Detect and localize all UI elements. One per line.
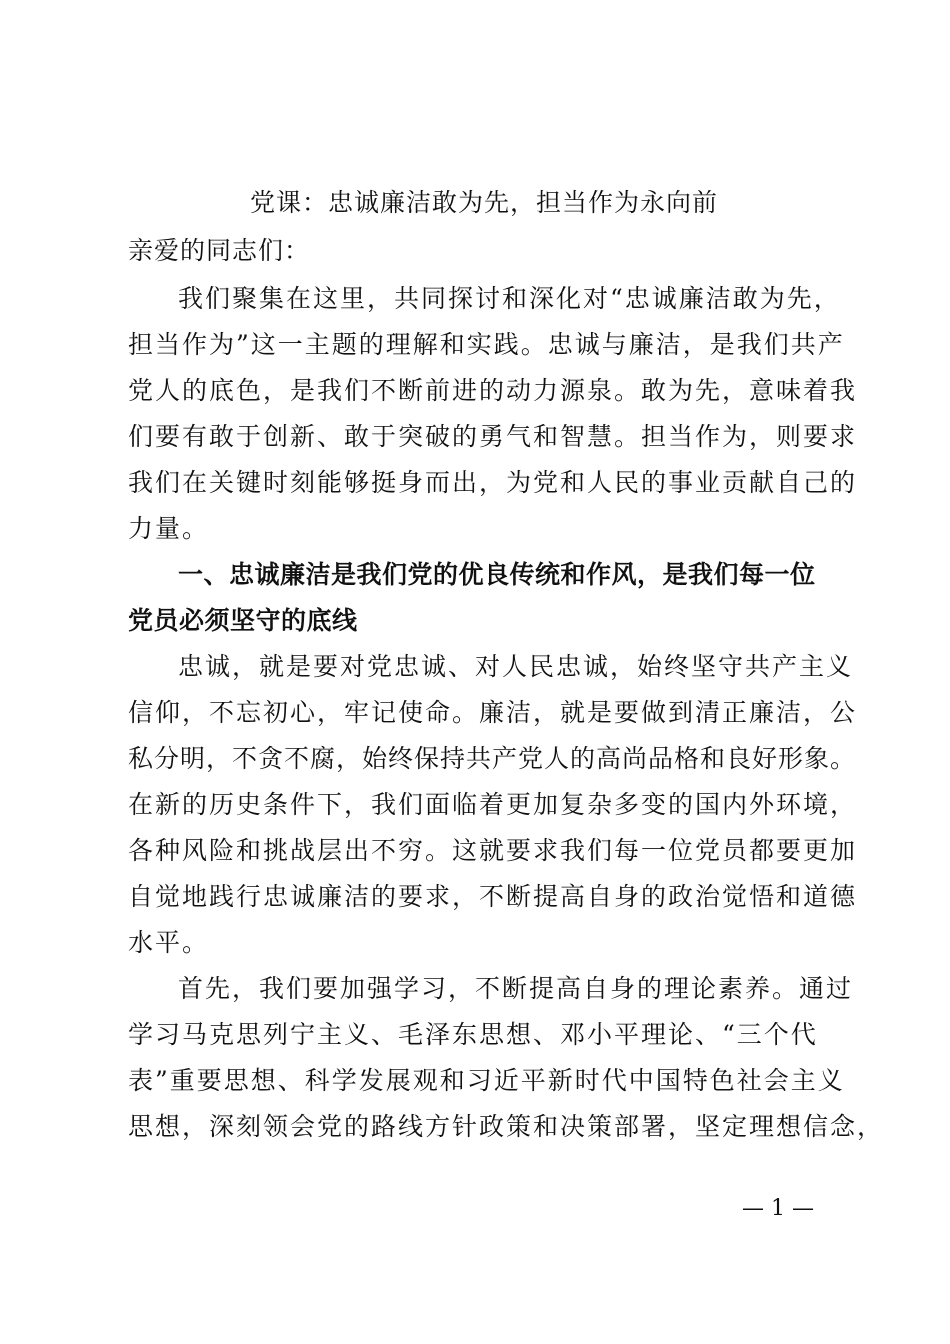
intro-line: 力量。 xyxy=(128,514,210,543)
intro-line: 我们聚集在这里，共同探讨和深化对“忠诚廉洁敢为先， xyxy=(178,284,841,313)
paragraph-line: 自觉地践行忠诚廉洁的要求，不断提高自身的政治觉悟和道德 xyxy=(128,882,858,911)
paragraph-line: 思想，深刻领会党的路线方针政策和决策部署，坚定理想信念， xyxy=(128,1112,885,1141)
paragraph-line: 在新的历史条件下，我们面临着更加复杂多变的国内外环境， xyxy=(128,790,858,819)
intro-line: 担当作为”这一主题的理解和实践。忠诚与廉洁，是我们共产 xyxy=(128,330,845,359)
paragraph-line: 首先，我们要加强学习，不断提高自身的理论素养。通过 xyxy=(178,974,854,1003)
intro-line: 党人的底色，是我们不断前进的动力源泉。敢为先，意味着我 xyxy=(128,376,858,405)
section-heading-line: 一、忠诚廉洁是我们党的优良传统和作风，是我们每一位 xyxy=(178,560,816,589)
intro-line: 我们在关键时刻能够挺身而出，为党和人民的事业贡献自己的 xyxy=(128,468,858,497)
paragraph-line: 水平。 xyxy=(128,928,210,957)
paragraph-line: 表”重要思想、科学发展观和习近平新时代中国特色社会主义 xyxy=(128,1066,845,1095)
paragraph-line: 学习马克思列宁主义、毛泽东思想、邓小平理论、“三个代 xyxy=(128,1020,818,1049)
paragraph-line: 信仰，不忘初心，牢记使命。廉洁，就是要做到清正廉洁，公 xyxy=(128,698,858,727)
document-title: 党课：忠诚廉洁敢为先，担当作为永向前 xyxy=(250,188,719,217)
intro-line: 们要有敢于创新、敢于突破的勇气和智慧。担当作为，则要求 xyxy=(128,422,858,451)
paragraph-line: 私分明，不贪不腐，始终保持共产党人的高尚品格和良好形象。 xyxy=(128,744,857,773)
page-number: — 1 — xyxy=(742,1196,814,1221)
paragraph-line: 各种风险和挑战层出不穷。这就要求我们每一位党员都要更加 xyxy=(128,836,858,865)
section-heading-line: 党员必须坚守的底线 xyxy=(128,606,358,635)
salutation: 亲爱的同志们： xyxy=(128,236,311,265)
paragraph-line: 忠诚，就是要对党忠诚、对人民忠诚，始终坚守共产主义 xyxy=(178,652,854,681)
